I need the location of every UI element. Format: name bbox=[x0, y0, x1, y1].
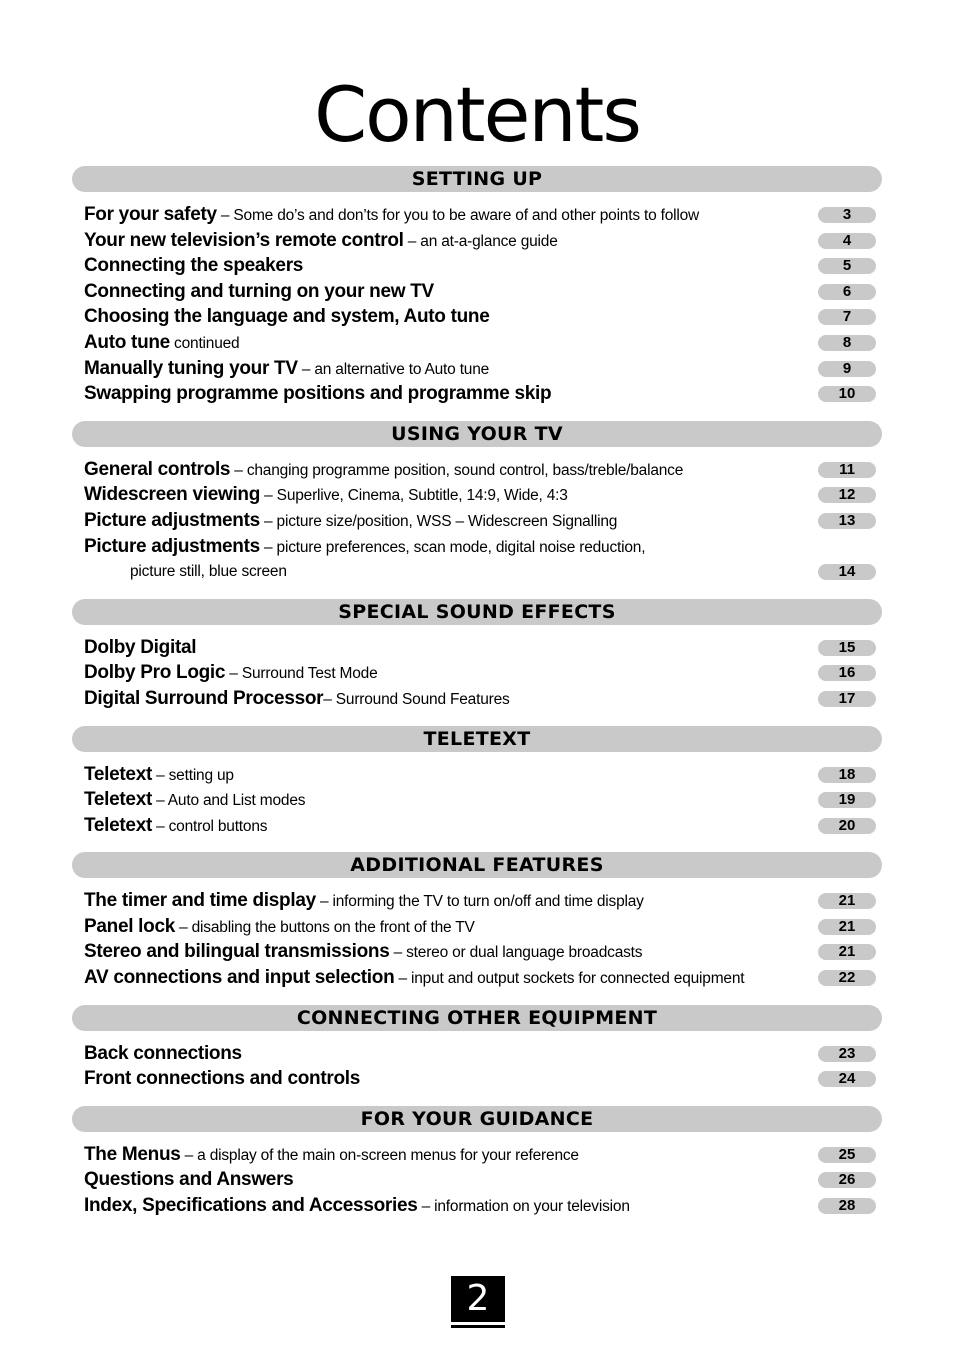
section bbox=[72, 1106, 882, 1233]
page-badge: 28 bbox=[818, 1198, 876, 1214]
entry-description: – an alternative to Auto tune bbox=[297, 360, 490, 378]
entry-description: – input and output sockets for connected equipment bbox=[394, 970, 745, 988]
contents-list bbox=[72, 166, 882, 1233]
entry-title: Panel lock bbox=[84, 915, 175, 937]
page-title: Contents bbox=[314, 70, 640, 159]
entry-title: Widescreen viewing bbox=[84, 484, 261, 506]
entry-description: continued bbox=[169, 334, 240, 352]
page-badge: 6 bbox=[818, 284, 876, 300]
entry-description: – an at-a-glance guide bbox=[403, 232, 558, 250]
contents-entry[interactable] bbox=[72, 279, 882, 305]
entry-description: – picture size/position, WSS – Widescreen Signalling bbox=[259, 512, 618, 530]
entry-title: Manually tuning your TV bbox=[84, 357, 298, 379]
contents-entry[interactable] bbox=[72, 534, 882, 560]
page-badge: 21 bbox=[818, 919, 876, 935]
contents-entry[interactable] bbox=[72, 787, 882, 813]
page-badge: 7 bbox=[818, 309, 876, 325]
entry-title: AV connections and input selection bbox=[84, 967, 395, 989]
entry-title: The timer and time display bbox=[84, 890, 316, 912]
page-number-underline bbox=[451, 1325, 505, 1328]
entry-list bbox=[72, 447, 882, 599]
entry-description: – Some do’s and don’ts for you to be aware of and other points to follow bbox=[216, 207, 700, 224]
contents-entry[interactable] bbox=[72, 660, 882, 686]
section-heading: FOR YOUR GUIDANCE bbox=[72, 1106, 882, 1132]
contents-entry[interactable] bbox=[72, 965, 882, 991]
contents-entry[interactable] bbox=[72, 253, 882, 279]
contents-entry[interactable] bbox=[72, 888, 882, 914]
contents-entry[interactable] bbox=[72, 762, 882, 788]
entry-description: – Surround Test Mode bbox=[225, 665, 378, 683]
entry-title: Connecting the speakers bbox=[84, 255, 304, 277]
entry-title: Dolby Digital bbox=[84, 636, 197, 658]
section bbox=[72, 599, 882, 726]
entry-title: Back connections bbox=[84, 1042, 242, 1064]
entry-title: Front connections and controls bbox=[84, 1068, 361, 1090]
entry-title: Swapping programme positions and programme skip bbox=[84, 383, 552, 405]
page-badge: 18 bbox=[818, 767, 876, 783]
entry-description: – picture preferences, scan mode, digital noise reduction, bbox=[259, 538, 646, 556]
contents-entry[interactable] bbox=[72, 202, 882, 228]
entry-title: Teletext bbox=[84, 763, 152, 785]
page-badge: 25 bbox=[818, 1147, 876, 1163]
contents-entry[interactable] bbox=[72, 228, 882, 254]
contents-entry[interactable] bbox=[72, 356, 882, 382]
page-badge: 21 bbox=[818, 944, 876, 960]
entry-description: – setting up bbox=[152, 766, 234, 784]
entry-description: picture still, blue screen bbox=[130, 563, 287, 581]
page-badge: 17 bbox=[818, 691, 876, 707]
page-badge: 4 bbox=[818, 233, 876, 249]
page-badge: 8 bbox=[818, 335, 876, 351]
entry-title: Teletext bbox=[84, 814, 152, 836]
entry-title: Picture adjustments bbox=[84, 535, 260, 557]
section bbox=[72, 726, 882, 853]
page-badge: 13 bbox=[818, 513, 876, 529]
entry-list bbox=[72, 192, 882, 421]
page-badge: 20 bbox=[818, 818, 876, 834]
entry-description: – changing programme position, sound control, bass/treble/balance bbox=[230, 461, 684, 479]
section-heading: SETTING UP bbox=[72, 166, 882, 192]
section bbox=[72, 852, 882, 1004]
section-heading: ADDITIONAL FEATURES bbox=[72, 852, 882, 878]
contents-entry[interactable] bbox=[72, 508, 882, 534]
contents-entry[interactable] bbox=[72, 1142, 882, 1168]
entry-list bbox=[72, 625, 882, 726]
page-badge: 10 bbox=[818, 386, 876, 402]
contents-entry[interactable] bbox=[72, 1041, 882, 1067]
contents-entry[interactable] bbox=[72, 686, 882, 712]
entry-description: – disabling the buttons on the front of the TV bbox=[175, 918, 475, 936]
entry-list bbox=[72, 1031, 882, 1106]
entry-description: – information on your television bbox=[417, 1198, 630, 1216]
entry-description: – stereo or dual language broadcasts bbox=[389, 944, 643, 962]
contents-entry[interactable] bbox=[72, 914, 882, 940]
section-heading: TELETEXT bbox=[72, 726, 882, 752]
contents-entry[interactable] bbox=[72, 939, 882, 965]
page-badge: 23 bbox=[818, 1046, 876, 1062]
entry-title: Questions and Answers bbox=[84, 1169, 294, 1191]
entry-title: Connecting and turning on your new TV bbox=[84, 280, 434, 302]
contents-entry[interactable] bbox=[72, 559, 882, 585]
section bbox=[72, 1005, 882, 1106]
entry-title: Auto tune bbox=[84, 331, 170, 353]
page-badge: 3 bbox=[818, 207, 876, 223]
page-badge: 15 bbox=[818, 640, 876, 656]
entry-title: Teletext bbox=[84, 789, 152, 811]
page-badge: 16 bbox=[818, 665, 876, 681]
entry-description: – Surround Sound Features bbox=[323, 690, 510, 708]
entry-description: – Auto and List modes bbox=[152, 792, 306, 810]
entry-description: – informing the TV to turn on/off and time display bbox=[315, 893, 644, 911]
contents-entry[interactable] bbox=[72, 482, 882, 508]
entry-title: General controls bbox=[84, 458, 231, 480]
contents-entry[interactable] bbox=[72, 304, 882, 330]
entry-title: For your safety bbox=[84, 204, 217, 225]
entry-title: Index, Specifications and Accessories bbox=[84, 1195, 418, 1217]
entry-description: – control buttons bbox=[152, 817, 268, 835]
entry-title: Dolby Pro Logic bbox=[84, 662, 226, 684]
entry-list bbox=[72, 1132, 882, 1233]
entry-title: Your new television’s remote control bbox=[84, 229, 404, 251]
entry-title: Stereo and bilingual transmissions bbox=[84, 941, 390, 963]
entry-title: The Menus bbox=[84, 1143, 181, 1165]
page-badge: 19 bbox=[818, 792, 876, 808]
contents-entry[interactable] bbox=[72, 330, 882, 356]
section-heading: USING YOUR TV bbox=[72, 421, 882, 447]
entry-title: Picture adjustments bbox=[84, 509, 260, 531]
page-badge: 5 bbox=[818, 258, 876, 274]
page-number: 2 bbox=[451, 1276, 505, 1322]
contents-entry[interactable] bbox=[72, 635, 882, 661]
contents-entry[interactable] bbox=[72, 1167, 882, 1193]
page-badge: 14 bbox=[818, 564, 876, 580]
page-badge: 21 bbox=[818, 893, 876, 909]
contents-entry[interactable] bbox=[72, 457, 882, 483]
section-heading: SPECIAL SOUND EFFECTS bbox=[72, 599, 882, 625]
contents-entry[interactable] bbox=[72, 813, 882, 839]
contents-entry[interactable] bbox=[72, 1066, 882, 1092]
entry-title: Choosing the language and system, Auto tune bbox=[84, 306, 490, 328]
entry-list bbox=[72, 752, 882, 853]
contents-entry[interactable] bbox=[72, 381, 882, 407]
contents-entry[interactable] bbox=[72, 1193, 882, 1219]
page-badge: 24 bbox=[818, 1071, 876, 1087]
page-badge: 9 bbox=[818, 361, 876, 377]
section-heading: CONNECTING OTHER EQUIPMENT bbox=[72, 1005, 882, 1031]
section bbox=[72, 421, 882, 599]
entry-description: – a display of the main on-screen menus for your reference bbox=[180, 1146, 579, 1164]
page-badge: 26 bbox=[818, 1172, 876, 1188]
page-badge: 22 bbox=[818, 970, 876, 986]
section bbox=[72, 166, 882, 421]
entry-description: – Superlive, Cinema, Subtitle, 14:9, Wide, 4:3 bbox=[260, 487, 568, 505]
entry-list bbox=[72, 878, 882, 1004]
page-badge: 12 bbox=[818, 487, 876, 503]
entry-title: Digital Surround Processor bbox=[84, 687, 324, 709]
page-badge: 11 bbox=[818, 462, 876, 478]
